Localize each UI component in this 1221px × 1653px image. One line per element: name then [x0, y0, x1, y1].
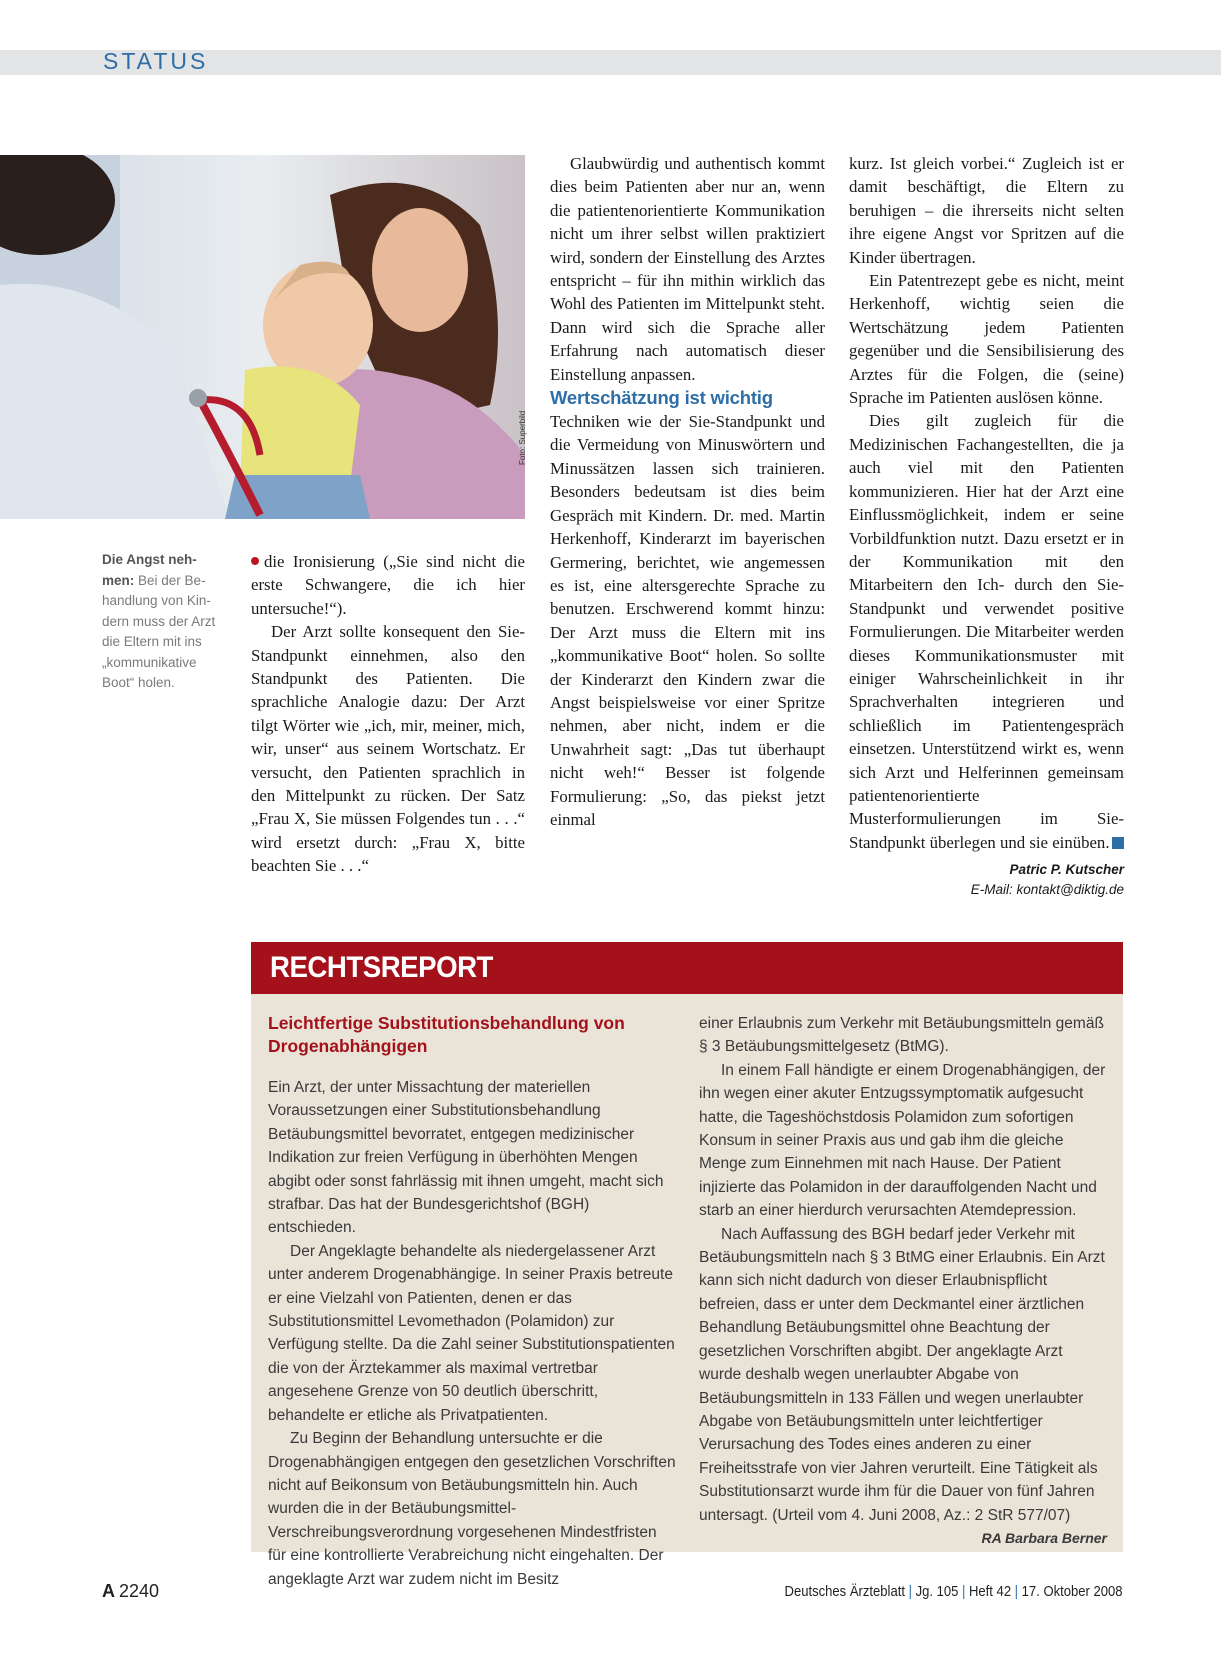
caption-text: Bei der Be-handlung von Kin-dern muss der Arzt die Eltern mit ins „kommunikative Boot“ holen.: [102, 572, 216, 690]
separator: |: [909, 1584, 913, 1600]
paragraph: Der Arzt sollte konsequent den Sie-Standpunkt einnehmen, also den Standpunkt des Patienten. Die sprachliche Analogie dazu: Der Arzt tilgt Wörter wie „ich, mir, meiner, mich, wir, unser“ aus seinem Wortschatz. Er versucht, den Patienten sprachlich in den Mittelpunkt zu rücken. Der Satz „Frau X, Sie müssen Folgendes tun . . .“ wird ersetzt durch: „Frau X, bitte beachten Sie . . .“: [251, 622, 525, 876]
caption-lead: Die Angst neh-men:: [102, 552, 197, 588]
photo-caption: [102, 550, 220, 694]
paragraph: Ein Patentrezept gebe es nicht, meint Herkenhoff, wichtig seien die Wertschätzung jedem Patienten gegenüber und die Sensibilisierung des Arztes für die Folgen, die (seine) Sprache im Patienten auslösen könne.: [849, 271, 1124, 408]
paragraph-text: Nach Auffassung des BGH bedarf jeder Verkehr mit Betäubungsmitteln nach § 3 BtMG einer Erlaubnis. Ein Arzt kann sich nicht dadurch von dieser Erlaubnispflicht befreien, dass er unter dem Deckmantel einer ärztlichen Behandlung Betäubungsmittel ohne Beachtung der gesetzlichen Vorschriften abgibt. Der angeklagte Arzt wurde deshalb wegen unerlaubter Abgabe von Betäubungsmitteln in 133 Fällen und wegen unerlaubter Abgabe von Betäubungsmitteln unter leichtfertiger Verursachung des Todes eines anderen zu einer Freiheitsstrafe von vier Jahren verurteilt. Eine Tätigkeit als Substitutionsarzt wurde ihm für die Dauer von fünf Jahren untersagt. (Urteil vom 4. Juni 2008, Az.: 2 StR 577/07): [699, 1225, 1105, 1524]
page-prefix: A: [102, 1581, 115, 1601]
paragraph: Techniken wie der Sie-Standpunkt und die Vermeidung von Minuswörtern und Minussätzen lassen sich trainieren. Besonders bedeutsam ist dies beim Gespräch mit Kindern. Dr. med. Martin Herkenhoff, Kinderarzt im bayerischen Germering, berichtet, wie angemessen es ist, eine altersgerechte Sprache zu benutzen. Erschwerend kommt hinzu: Der Arzt muss die Eltern mit ins „kommunikative Boot“ holen. So sollte der Kinderarzt den Kindern zwar die Angst beispielsweise vor einer Spritze nehmen, aber nicht, indem er die Unwahrheit sagt: „Das tut überhaupt nicht weh!“ Besser ist folgende Formulierung: „So, das piekst jetzt einmal: [550, 412, 825, 829]
separator: |: [1015, 1584, 1019, 1600]
bullet-text: die Ironisierung („Sie sind nicht die erste Schwangere, die ich hier untersuche!“).: [251, 552, 525, 618]
separator: |: [962, 1584, 966, 1600]
rechtsreport-author: RA Barbara Berner: [981, 1529, 1107, 1546]
issue: Heft 42: [969, 1584, 1012, 1600]
footer-citation: [785, 1584, 1123, 1600]
page-number: [102, 1581, 159, 1602]
journal-name: Deutsches Ärzteblatt: [785, 1584, 906, 1600]
bullet-icon: [251, 557, 259, 565]
section-label: STATUS: [103, 48, 209, 74]
paragraph: einer Erlaubnis zum Verkehr mit Betäubungsmitteln gemäß § 3 Betäubungsmittelgesetz (BtMG).: [699, 1015, 1104, 1056]
paragraph: Glaubwürdig und authentisch kommt dies beim Patienten aber nur an, wenn die patientenorientierte Kommunikation nicht um ihrer selbst willen praktiziert wird, sondern der Einstellung des Arztes entspricht – für ihn mithin wirklich das Wohl des Patienten im Mittelpunkt steht. Dann wird sich die Sprache aller Erfahrung nach automatisch dieser Einstellung anpassen.: [550, 154, 825, 384]
volume: Jg. 105: [916, 1584, 959, 1600]
author-email[interactable]: E-Mail: kontakt@diktig.de: [970, 882, 1124, 898]
paragraph: [699, 1223, 1107, 1546]
article-column-3: [849, 152, 1124, 900]
rechtsreport-column-right: [699, 1012, 1107, 1550]
author-name: Patric P. Kutscher: [1009, 862, 1124, 878]
article-column-1: [251, 550, 525, 878]
paragraph: Der Angeklagte behandelte als niedergelassener Arzt unter anderem Drogenabhängige. In seiner Praxis betreute er eine Vielzahl von Patienten, denen er das Substitutionsmittel Levomethadon (Polamidon) zur Verfügung stellte. Da die Zahl seiner Substitutionspatienten die von der Ärztekammer als maximal vertretbar angesehene Grenze von 50 deutlich überschritt, behandelte er etliche als Privatpatienten.: [268, 1242, 675, 1424]
photo-credit: Foto: Superbild: [518, 410, 527, 465]
rechtsreport-headline: Leichtfertige Substitutionsbehandlung von Drogenabhängigen: [268, 1013, 625, 1056]
paragraph: kurz. Ist gleich vorbei.“ Zugleich ist er damit beschäftigt, die Eltern zu beruhigen – die ihrerseits nicht selten ihre eigene Angst vor Spritzen auf die Kinder übertragen.: [849, 154, 1124, 267]
paragraph: Zu Beginn der Behandlung untersuchte er die Drogenabhängigen entgegen den gesetzlichen Vorschriften nicht auf Beikonsum von Betäubungsmitteln hin. Auch wurden die in der Betäubungsmittel-Verschreibungsverordnung vorgesehenen Mindestfristen für eine kontrollierte Verabreichung nicht eingehalten. Der angeklagte Arzt war zudem nicht im Besitz: [268, 1430, 676, 1588]
page-number-value: 2240: [119, 1581, 160, 1601]
paragraph: Ein Arzt, der unter Missachtung der materiellen Voraussetzungen einer Substitutionsbehandlung Betäubungsmittel bevorratet, entgegen medizinischer Indikation zur freien Verfügung in überhöhten Mengen abgibt oder sonst fahrlässig mit ihnen umgeht, macht sich strafbar. Das hat der Bundesgerichtshof (BGH) entschieden.: [268, 1079, 664, 1237]
rechtsreport-title: RECHTSREPORT: [270, 951, 493, 984]
end-mark-icon: [1112, 837, 1124, 849]
section-subheading: Wertschätzung ist wichtig: [550, 387, 773, 409]
article-photo: [0, 155, 525, 519]
paragraph-text: Dies gilt zugleich für die Medizinischen Fachangestellten, die ja auch viel mit den Patienten kommunizieren. Hier hat der Arzt eine Einflussmöglichkeit, indem er seine Vorbildfunktion nutzt. Dazu ersetzt er in der Kommunikation mit den Mitarbeitern den Ich- durch den Sie-Standpunkt und verwendet positive Formulierungen. Die Mitarbeiter werden dieses Kommunikationsmuster mit einiger Wahrscheinlichkeit in ihr Sprachverhalten integrieren und schließlich im Patientengespräch einsetzen. Unterstützend wirkt es, wenn sich Arzt und Helferinnen gemeinsam patientenorientierte Musterformulierungen im Sie-Standpunkt überlegen und sie einüben.: [849, 411, 1124, 852]
paragraph: [849, 409, 1124, 854]
paragraph: In einem Fall händigte er einem Drogenabhängigen, der ihn wegen einer akuter Entzugssymptomatik aufgesucht hatte, die Tageshöchstdosis Polamidon zum sofortigen Konsum in seiner Praxis aus und gab ihm die gleiche Menge zum Einnehmen mit nach Hause. Der Patient injizierte das Polamidon in der darauffolgenden Nacht und starb an einer hierdurch verursachten Atemdepression.: [699, 1061, 1106, 1220]
article-column-2: [550, 152, 825, 831]
issue-date: 17. Oktober 2008: [1022, 1584, 1123, 1600]
photo-illustration: [0, 155, 525, 519]
author-signature: [849, 860, 1124, 900]
rechtsreport-column-left: [268, 1012, 676, 1591]
